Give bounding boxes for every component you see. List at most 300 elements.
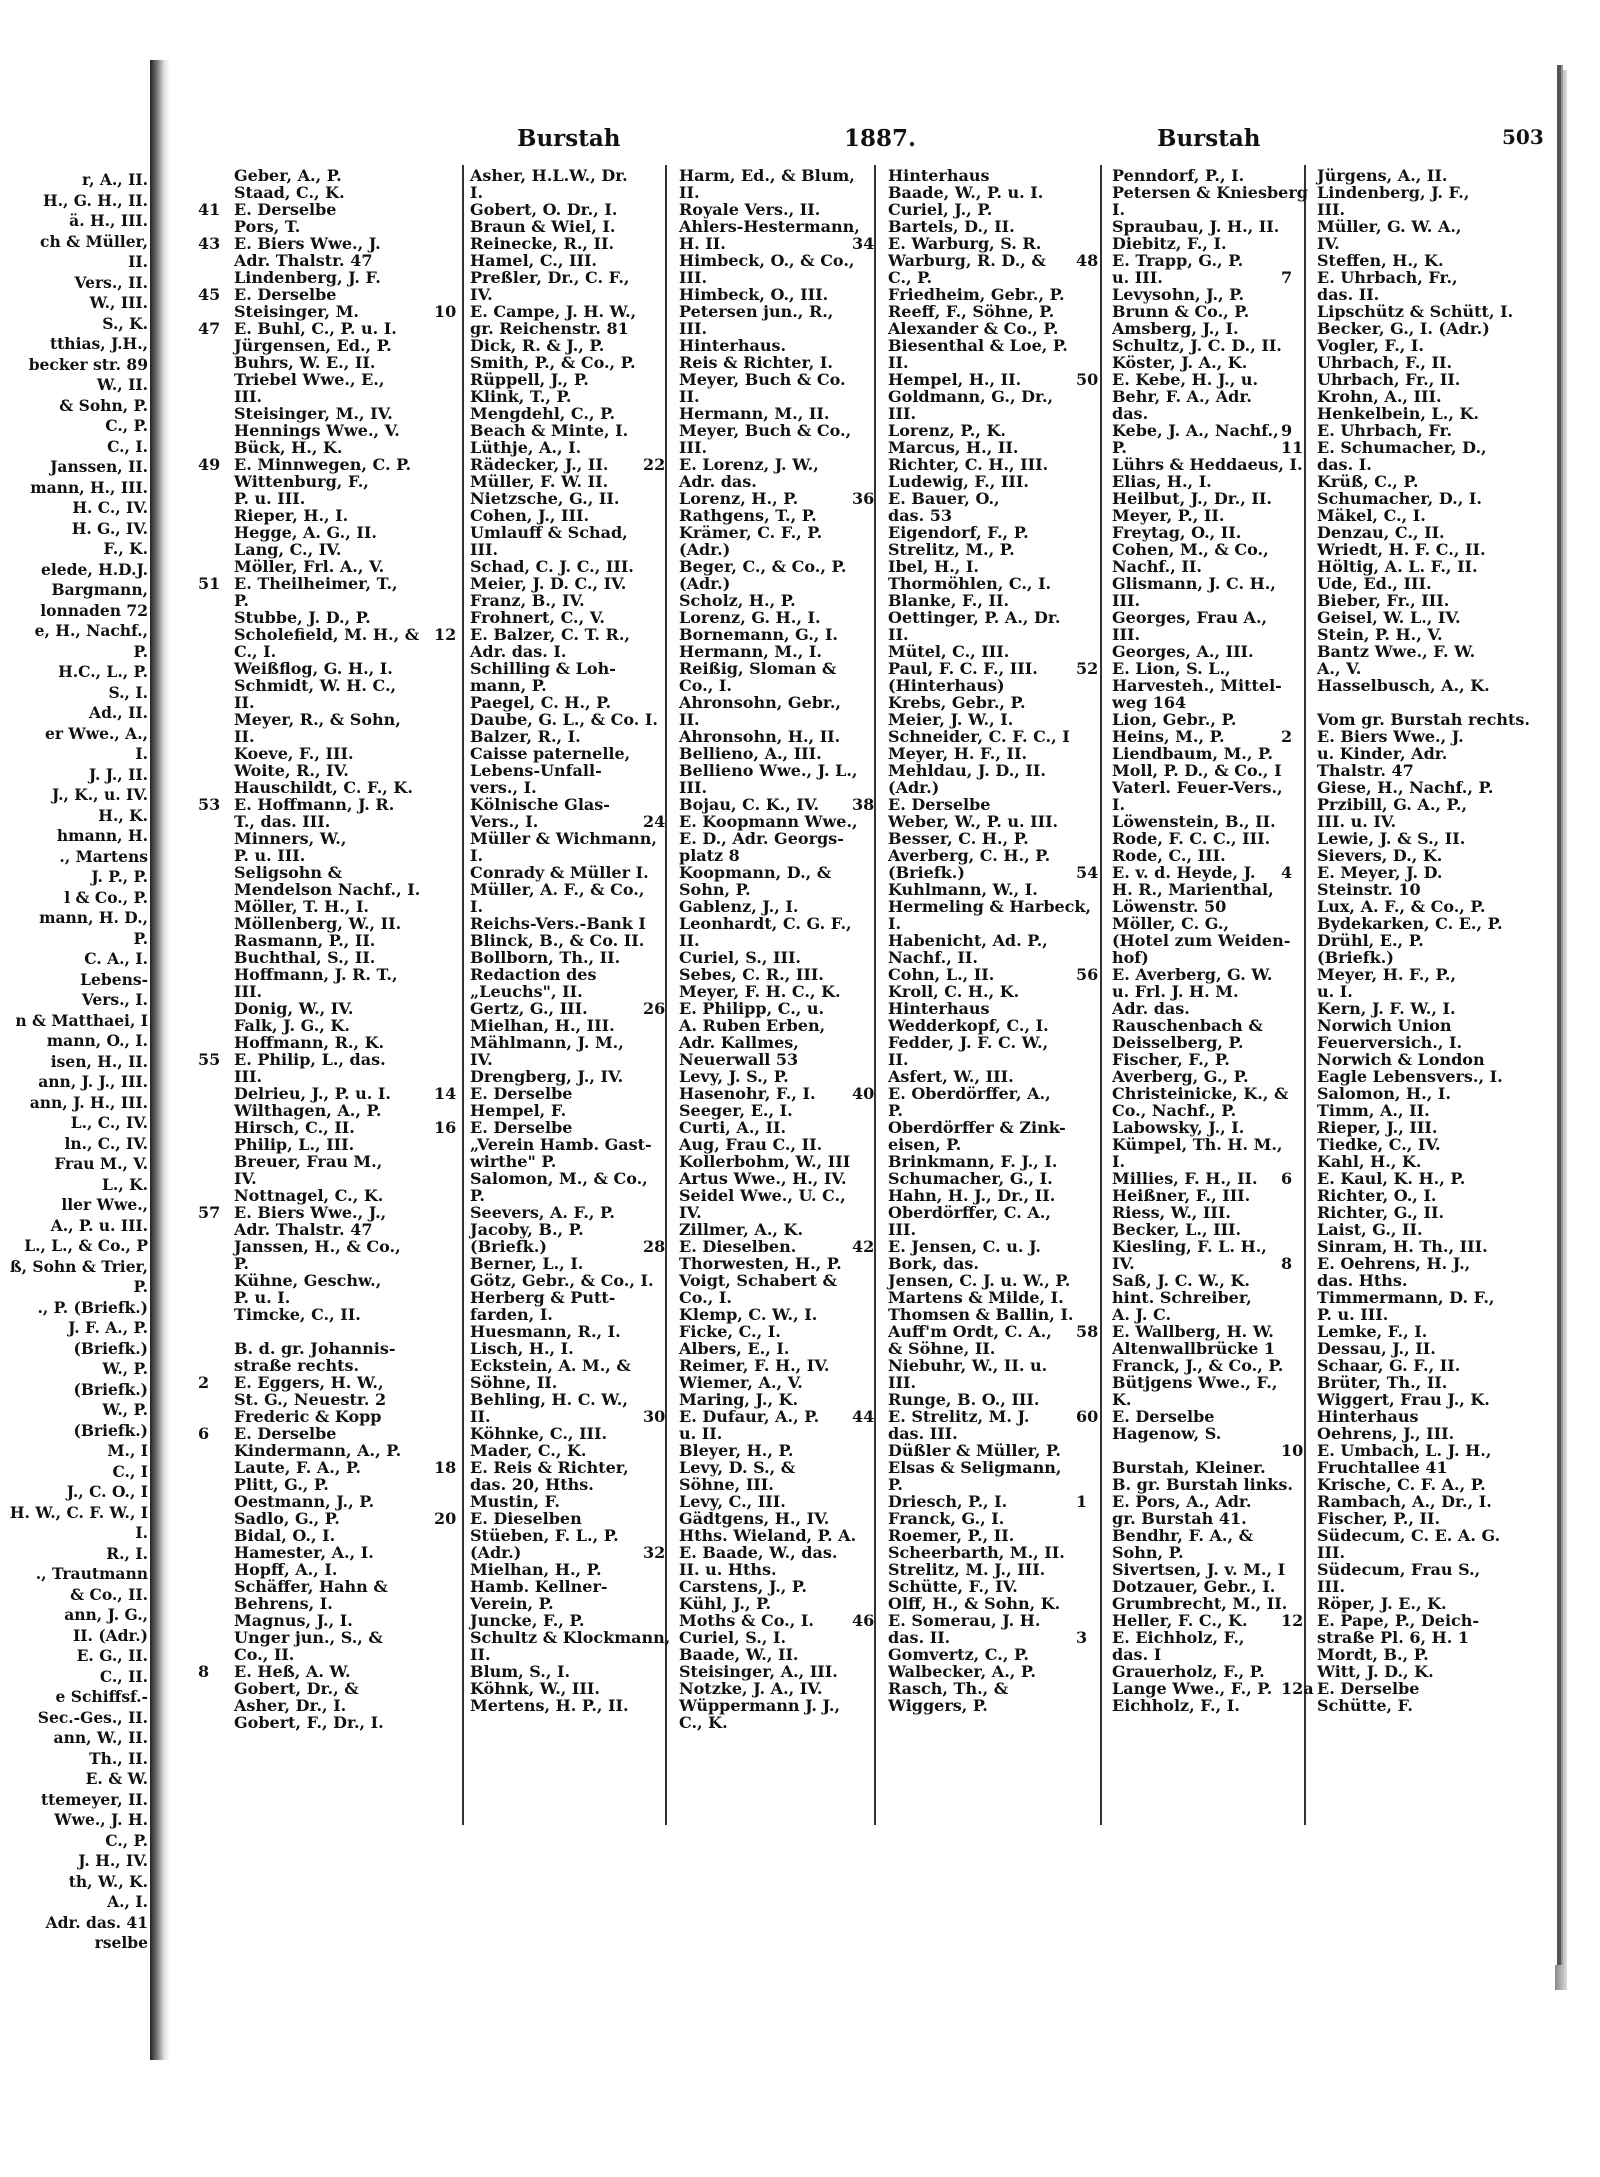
directory-entry xyxy=(1076,167,1302,184)
directory-entry xyxy=(198,983,460,1000)
entry-text: Hermann, M., I. xyxy=(679,642,822,661)
directory-entry xyxy=(852,847,1097,864)
directory-entry xyxy=(643,626,873,643)
fragment-line: ., P. (Briefk.) xyxy=(37,1297,148,1317)
entry-text: IV. xyxy=(1317,234,1340,253)
directory-entry xyxy=(852,1510,1097,1527)
directory-entry xyxy=(434,558,662,575)
entry-text: Amsberg, J., I. xyxy=(1112,319,1239,338)
entry-text: Röper, J. E., K. xyxy=(1317,1594,1447,1613)
directory-entry xyxy=(198,1119,460,1136)
entry-text: Reißig, Sloman & xyxy=(679,659,837,678)
directory-entry xyxy=(1281,983,1521,1000)
entry-text: Müller, G. W. A., xyxy=(1317,217,1462,236)
directory-entry xyxy=(1281,915,1521,932)
entry-text: Möller, C. G., xyxy=(1112,914,1229,933)
directory-entry xyxy=(852,762,1097,779)
entry-text: Bellieno, A., III. xyxy=(679,744,822,763)
entry-text: Diebitz, F., I. xyxy=(1112,234,1227,253)
directory-entry xyxy=(1076,1068,1302,1085)
directory-entry xyxy=(852,252,1097,269)
entry-text: E. Biers Wwe., J. xyxy=(234,234,381,253)
directory-entry xyxy=(852,1102,1097,1119)
entry-text: Moll, P. D., & Co., I xyxy=(1112,761,1282,780)
directory-entry xyxy=(434,388,662,405)
directory-entry xyxy=(434,1646,662,1663)
directory-entry xyxy=(1281,1663,1521,1680)
directory-entry xyxy=(198,167,460,184)
entry-text: E. Theilheimer, T., xyxy=(234,574,398,593)
directory-entry xyxy=(198,1646,460,1663)
directory-entry xyxy=(852,830,1097,847)
directory-entry xyxy=(643,881,873,898)
entry-text: Curiel, S., III. xyxy=(679,948,801,967)
directory-entry xyxy=(198,1085,460,1102)
directory-entry xyxy=(852,1442,1097,1459)
directory-entry xyxy=(643,1680,873,1697)
directory-entry xyxy=(1076,1119,1302,1136)
directory-entry xyxy=(643,1425,873,1442)
directory-entry xyxy=(434,592,662,609)
directory-entry xyxy=(198,1663,460,1680)
directory-entry xyxy=(198,847,460,864)
house-number: 14 xyxy=(434,1084,457,1103)
house-number: 9 xyxy=(1281,421,1293,440)
entry-text: Steisinger, M., IV. xyxy=(234,404,393,423)
entry-text: Söhne, III. xyxy=(679,1475,774,1494)
entry-text: Mader, C., K. xyxy=(470,1441,587,1460)
entry-text: das. II. xyxy=(888,1628,951,1647)
directory-entry xyxy=(1076,847,1302,864)
directory-entry xyxy=(198,252,460,269)
entry-text: u. I. xyxy=(1317,982,1353,1001)
entry-text: Beach & Minte, I. xyxy=(470,421,629,440)
entry-text: A., V. xyxy=(1317,659,1362,678)
entry-text: Bollborn, Th., II. xyxy=(470,948,621,967)
entry-text: Mielhan, H., P. xyxy=(470,1560,602,1579)
entry-text: Salomon, M., & Co., xyxy=(470,1169,648,1188)
entry-text: E. Derselbe xyxy=(470,1118,573,1137)
entry-text: Ludewig, F., III. xyxy=(888,472,1029,491)
directory-entry xyxy=(1281,728,1521,745)
entry-text: Südecum, C. E. A. G. xyxy=(1317,1526,1501,1545)
directory-entry xyxy=(198,830,460,847)
directory-entry xyxy=(643,167,873,184)
directory-entry xyxy=(643,1391,873,1408)
directory-entry xyxy=(434,1102,662,1119)
directory-entry xyxy=(1281,1238,1521,1255)
directory-entry xyxy=(643,1170,873,1187)
directory-entry xyxy=(198,1493,460,1510)
entry-text: Rasch, Th., & xyxy=(888,1679,1009,1698)
entry-text: E. Wallberg, H. W. xyxy=(1112,1322,1274,1341)
fragment-line: W., II. xyxy=(96,375,148,394)
directory-entry xyxy=(1281,303,1521,320)
directory-entry xyxy=(1076,303,1302,320)
entry-text: B. gr. Burstah links. xyxy=(1112,1475,1293,1494)
entry-text: Wüppermann J. J., xyxy=(679,1696,841,1715)
entry-text: E. Uhrbach, Fr., xyxy=(1317,268,1458,287)
directory-entry xyxy=(1076,456,1302,473)
directory-entry xyxy=(852,167,1097,184)
house-number: 7 xyxy=(1281,268,1293,287)
directory-entry xyxy=(852,1578,1097,1595)
fragment-line: ln., C., IV. xyxy=(64,1133,148,1153)
entry-text: Woite, R., IV. xyxy=(234,761,349,780)
entry-text: Drengberg, J., IV. xyxy=(470,1067,624,1086)
entry-text: II. xyxy=(888,625,909,644)
entry-text: IV. xyxy=(470,1050,493,1069)
directory-entry xyxy=(643,779,873,796)
directory-entry xyxy=(1281,1391,1521,1408)
entry-text: Gablenz, J., I. xyxy=(679,897,799,916)
entry-text: Hoffmann, R., K. xyxy=(234,1033,385,1052)
directory-entry xyxy=(643,660,873,677)
entry-text: Schumacher, G., I. xyxy=(888,1169,1053,1188)
fragment-line: becker str. 89 xyxy=(28,354,148,374)
directory-entry xyxy=(1076,1085,1302,1102)
directory-entry xyxy=(434,1306,662,1323)
house-number: 49 xyxy=(198,455,221,474)
entry-text: Seidel Wwe., U. C., xyxy=(679,1186,846,1205)
entry-text: Müller, F. W. II. xyxy=(470,472,609,491)
entry-text: Reichs-Vers.-Bank I xyxy=(470,914,646,933)
directory-entry xyxy=(643,1595,873,1612)
directory-entry xyxy=(1281,473,1521,490)
fragment-line: lonnaden 72 xyxy=(40,600,148,620)
fragment-line: Ad., II. xyxy=(89,703,148,722)
entry-text: „Verein Hamb. Gast- xyxy=(470,1135,652,1154)
entry-text: Hinterhaus xyxy=(888,999,990,1018)
house-number: 36 xyxy=(852,489,875,508)
entry-text: E. Hoffmann, J. R. xyxy=(234,795,395,814)
directory-entry xyxy=(852,320,1097,337)
entry-text: Hempel, F. xyxy=(470,1101,567,1120)
entry-text: Deisselberg, P. xyxy=(1112,1033,1244,1052)
directory-entry xyxy=(1076,626,1302,643)
house-number: 28 xyxy=(643,1237,666,1256)
directory-entry xyxy=(434,1289,662,1306)
entry-text: Rambach, A., Dr., I. xyxy=(1317,1492,1492,1511)
directory-entry xyxy=(1076,1561,1302,1578)
directory-entry xyxy=(852,1697,1097,1714)
fragment-line: H., G. H., II. xyxy=(42,190,148,210)
entry-text: E. Lorenz, J. W., xyxy=(679,455,819,474)
house-number: 12 xyxy=(434,625,457,644)
directory-entry xyxy=(1076,1578,1302,1595)
directory-entry xyxy=(852,745,1097,762)
entry-text: Drühl, E., P. xyxy=(1317,931,1424,950)
directory-entry xyxy=(852,932,1097,949)
entry-text: Co., Nachf., P. xyxy=(1112,1101,1237,1120)
directory-entry xyxy=(434,354,662,371)
directory-entry xyxy=(198,796,460,813)
directory-entry xyxy=(198,388,460,405)
directory-entry xyxy=(434,1595,662,1612)
directory-entry xyxy=(198,1272,460,1289)
entry-text: E. Schumacher, D., xyxy=(1317,438,1487,457)
entry-text: Lüthje, A., I. xyxy=(470,438,582,457)
entry-text: E. Lion, S. L., xyxy=(1112,659,1231,678)
entry-text: Rieper, H., I. xyxy=(234,506,349,525)
entry-text: Löwenstein, B., II. xyxy=(1112,812,1276,831)
fragment-line: L., C., IV. xyxy=(70,1113,148,1132)
directory-entry xyxy=(198,558,460,575)
directory-entry xyxy=(852,779,1097,796)
directory-entry xyxy=(198,1697,460,1714)
fragment-line: ., Trautmann xyxy=(35,1564,148,1583)
entry-text: Himbeck, O., & Co., xyxy=(679,251,855,270)
directory-entry xyxy=(1076,371,1302,388)
entry-text: Schultz, J. C. D., II. xyxy=(1112,336,1282,355)
entry-text: Baade, W., II. xyxy=(679,1645,799,1664)
directory-entry xyxy=(1076,1357,1302,1374)
fragment-line: E. & W. xyxy=(85,1769,148,1788)
directory-entry xyxy=(434,269,662,286)
directory-entry xyxy=(1281,422,1521,439)
directory-entry xyxy=(434,779,662,796)
directory-entry xyxy=(1281,337,1521,354)
entry-text: Heißner, F., III. xyxy=(1112,1186,1251,1205)
directory-entry xyxy=(643,1374,873,1391)
entry-text: Co., I. xyxy=(679,676,732,695)
entry-text: Hamel, C., III. xyxy=(470,251,597,270)
entry-text: Frederic & Kopp xyxy=(234,1407,382,1426)
entry-text: Aug, Frau C., II. xyxy=(679,1135,823,1154)
directory-entry xyxy=(852,303,1097,320)
directory-entry xyxy=(198,1051,460,1068)
directory-entry xyxy=(434,1153,662,1170)
directory-entry xyxy=(852,507,1097,524)
house-number: 44 xyxy=(852,1407,875,1426)
house-number: 16 xyxy=(434,1118,457,1137)
directory-entry xyxy=(1281,184,1521,201)
entry-text: II. xyxy=(234,727,255,746)
page-number: 503 xyxy=(1502,125,1544,149)
directory-entry xyxy=(434,1425,662,1442)
entry-text: Runge, B. O., III. xyxy=(888,1390,1040,1409)
directory-entry xyxy=(643,1136,873,1153)
entry-text: E. Reis & Richter, xyxy=(470,1458,629,1477)
directory-entry xyxy=(643,1068,873,1085)
directory-entry xyxy=(852,490,1097,507)
directory-entry xyxy=(1281,575,1521,592)
entry-text: Lorenz, H., P. xyxy=(679,489,799,508)
directory-entry xyxy=(1076,1510,1302,1527)
house-number: 3 xyxy=(1076,1628,1088,1647)
directory-entry xyxy=(198,320,460,337)
directory-entry xyxy=(198,371,460,388)
directory-entry xyxy=(1076,201,1302,218)
fragment-line: Janssen, II. xyxy=(50,457,148,476)
fragment-line: ä. H., III. xyxy=(69,211,148,230)
directory-entry xyxy=(1281,710,1530,729)
directory-entry xyxy=(434,1357,662,1374)
directory-entry xyxy=(1076,235,1302,252)
house-number: 12a xyxy=(1281,1679,1314,1698)
directory-entry xyxy=(434,677,662,694)
directory-entry xyxy=(1281,1017,1521,1034)
fragment-line: W., P. xyxy=(102,1400,148,1419)
entry-text: E. Pape, P., Deich- xyxy=(1317,1611,1480,1630)
entry-text: das. II. xyxy=(1317,285,1380,304)
house-number: 11 xyxy=(1281,438,1304,457)
directory-entry xyxy=(1281,1578,1521,1595)
entry-text: Ibel, H., I. xyxy=(888,557,979,576)
entry-text: Levy, J. S., P. xyxy=(679,1067,789,1086)
directory-entry xyxy=(1076,1017,1302,1034)
directory-entry xyxy=(198,1680,460,1697)
entry-text: Mordt, B., P. xyxy=(1317,1645,1429,1664)
fragment-line: hmann, H. xyxy=(56,826,148,845)
directory-entry xyxy=(198,592,460,609)
directory-entry xyxy=(852,1017,1097,1034)
entry-text: das. I. xyxy=(1317,455,1372,474)
entry-text: Scholefield, M. H., & xyxy=(234,625,420,644)
fragment-line: C. A., I. xyxy=(84,949,148,968)
entry-text: A. Ruben Erben, xyxy=(679,1016,826,1035)
directory-entry xyxy=(1281,881,1521,898)
entry-text: E. Jensen, C. u. J. xyxy=(888,1237,1041,1256)
directory-entry xyxy=(198,881,460,898)
directory-entry xyxy=(434,1628,671,1647)
entry-text: Lux, A. F., & Co., P. xyxy=(1317,897,1486,916)
entry-text: E. Oehrens, H. J., xyxy=(1317,1254,1471,1273)
directory-entry xyxy=(198,745,460,762)
directory-entry xyxy=(643,439,873,456)
entry-text: E. Derselbe xyxy=(888,795,991,814)
entry-text: II. xyxy=(888,1050,909,1069)
directory-entry xyxy=(434,1561,662,1578)
fragment-line: Vers., I. xyxy=(81,990,148,1009)
entry-text: I. xyxy=(1112,795,1126,814)
entry-text: Petersen jun., R., xyxy=(679,302,834,321)
directory-entry xyxy=(1076,473,1302,490)
house-number: 8 xyxy=(198,1662,210,1681)
entry-text: I. xyxy=(888,914,902,933)
directory-entry xyxy=(1076,541,1302,558)
directory-entry xyxy=(643,575,873,592)
fragment-line: P. xyxy=(133,928,148,948)
directory-entry xyxy=(852,575,1097,592)
entry-text: Lorenz, P., K. xyxy=(888,421,1006,440)
entry-text: Giese, H., Nachf., P. xyxy=(1317,778,1494,797)
entry-text: Eichholz, F., I. xyxy=(1112,1696,1240,1715)
entry-text: Wiggert, Frau J., K. xyxy=(1317,1390,1490,1409)
entry-text: P. xyxy=(234,1254,249,1273)
entry-text: Bornemann, G., I. xyxy=(679,625,838,644)
entry-text: Ahronsohn, Gebr., xyxy=(679,693,841,712)
house-number: 34 xyxy=(852,234,875,253)
entry-text: Curiel, S., I. xyxy=(679,1628,787,1647)
entry-text: P. u. III. xyxy=(234,846,306,865)
directory-entry xyxy=(643,1187,873,1204)
directory-entry xyxy=(1281,1153,1521,1170)
directory-entry xyxy=(852,218,1097,235)
entry-text: Eigendorf, F., P. xyxy=(888,523,1029,542)
directory-entry xyxy=(643,949,873,966)
entry-text: Witt, J. D., K. xyxy=(1317,1662,1434,1681)
entry-text: platz 8 xyxy=(679,846,740,865)
directory-entry xyxy=(198,1102,460,1119)
entry-text: Artus Wwe., H., IV. xyxy=(679,1169,847,1188)
directory-entry xyxy=(1076,507,1302,524)
directory-entry xyxy=(434,1527,662,1544)
directory-entry xyxy=(1281,1289,1521,1306)
entry-text: Bidal, O., I. xyxy=(234,1526,336,1545)
entry-text: Lange Wwe., F., P. xyxy=(1112,1679,1273,1698)
directory-entry xyxy=(434,1136,662,1153)
directory-entry xyxy=(1281,1170,1521,1187)
directory-entry xyxy=(198,864,460,881)
directory-entry xyxy=(852,1629,1097,1646)
entry-text: C., I. xyxy=(234,642,277,661)
entry-text: Lemke, F., I. xyxy=(1317,1322,1428,1341)
entry-text: Paegel, C. H., P. xyxy=(470,693,612,712)
directory-entry xyxy=(1076,1000,1302,1017)
entry-text: Frohnert, C., V. xyxy=(470,608,605,627)
directory-entry xyxy=(852,677,1097,694)
entry-text: weg 164 xyxy=(1112,693,1187,712)
directory-entry xyxy=(643,1646,873,1663)
entry-text: Schad, C. J. C., III. xyxy=(470,557,634,576)
entry-text: (Adr.) xyxy=(470,1543,522,1562)
entry-text: Redaction des xyxy=(470,965,597,984)
directory-entry xyxy=(198,201,460,218)
entry-text: II. u. Hths. xyxy=(679,1560,777,1579)
entry-text: Sievers, D., K. xyxy=(1317,846,1443,865)
directory-entry xyxy=(434,235,662,252)
entry-text: St. G., Neuestr. 2 xyxy=(234,1390,387,1409)
directory-entry xyxy=(852,1051,1097,1068)
directory-entry xyxy=(643,1221,873,1238)
directory-entry xyxy=(643,677,873,694)
entry-text: Reinecke, R., II. xyxy=(470,234,615,253)
entry-text: Richter, O., I. xyxy=(1317,1186,1437,1205)
directory-entry xyxy=(643,1204,873,1221)
directory-entry xyxy=(1076,1289,1302,1306)
entry-text: u. III. xyxy=(1112,268,1163,287)
entry-text: Lang, C., IV. xyxy=(234,540,342,559)
directory-entry xyxy=(434,898,662,915)
house-number: 41 xyxy=(198,200,221,219)
directory-entry xyxy=(198,1255,460,1272)
entry-text: Daube, G. L., & Co. I. xyxy=(470,710,658,729)
house-number: 48 xyxy=(1076,251,1099,270)
directory-entry xyxy=(643,337,873,354)
entry-text: Hempel, H., II. xyxy=(888,370,1022,389)
directory-entry xyxy=(1076,1340,1302,1357)
directory-entry xyxy=(1076,694,1302,711)
entry-text: straße rechts. xyxy=(234,1356,360,1375)
entry-text: Lindenberg, J. F. xyxy=(234,268,381,287)
directory-entry xyxy=(643,830,873,847)
directory-entry xyxy=(643,1357,873,1374)
directory-entry xyxy=(1281,966,1521,983)
entry-text: Henkelbein, L., K. xyxy=(1317,404,1479,423)
directory-entry xyxy=(852,269,1097,286)
entry-text: Schumacher, D., I. xyxy=(1317,489,1482,508)
entry-text: Tiedke, C., IV. xyxy=(1317,1135,1441,1154)
directory-entry xyxy=(434,1663,662,1680)
entry-text: Sohn, P. xyxy=(679,880,751,899)
directory-entry xyxy=(434,1187,662,1204)
house-number: 38 xyxy=(852,795,875,814)
entry-text: das. 53 xyxy=(888,506,952,525)
entry-text: Müller, A. F., & Co., xyxy=(470,880,645,899)
fragment-line: L., L., & Co., P xyxy=(24,1236,148,1255)
entry-text: Hirsch, C., II. xyxy=(234,1118,355,1137)
